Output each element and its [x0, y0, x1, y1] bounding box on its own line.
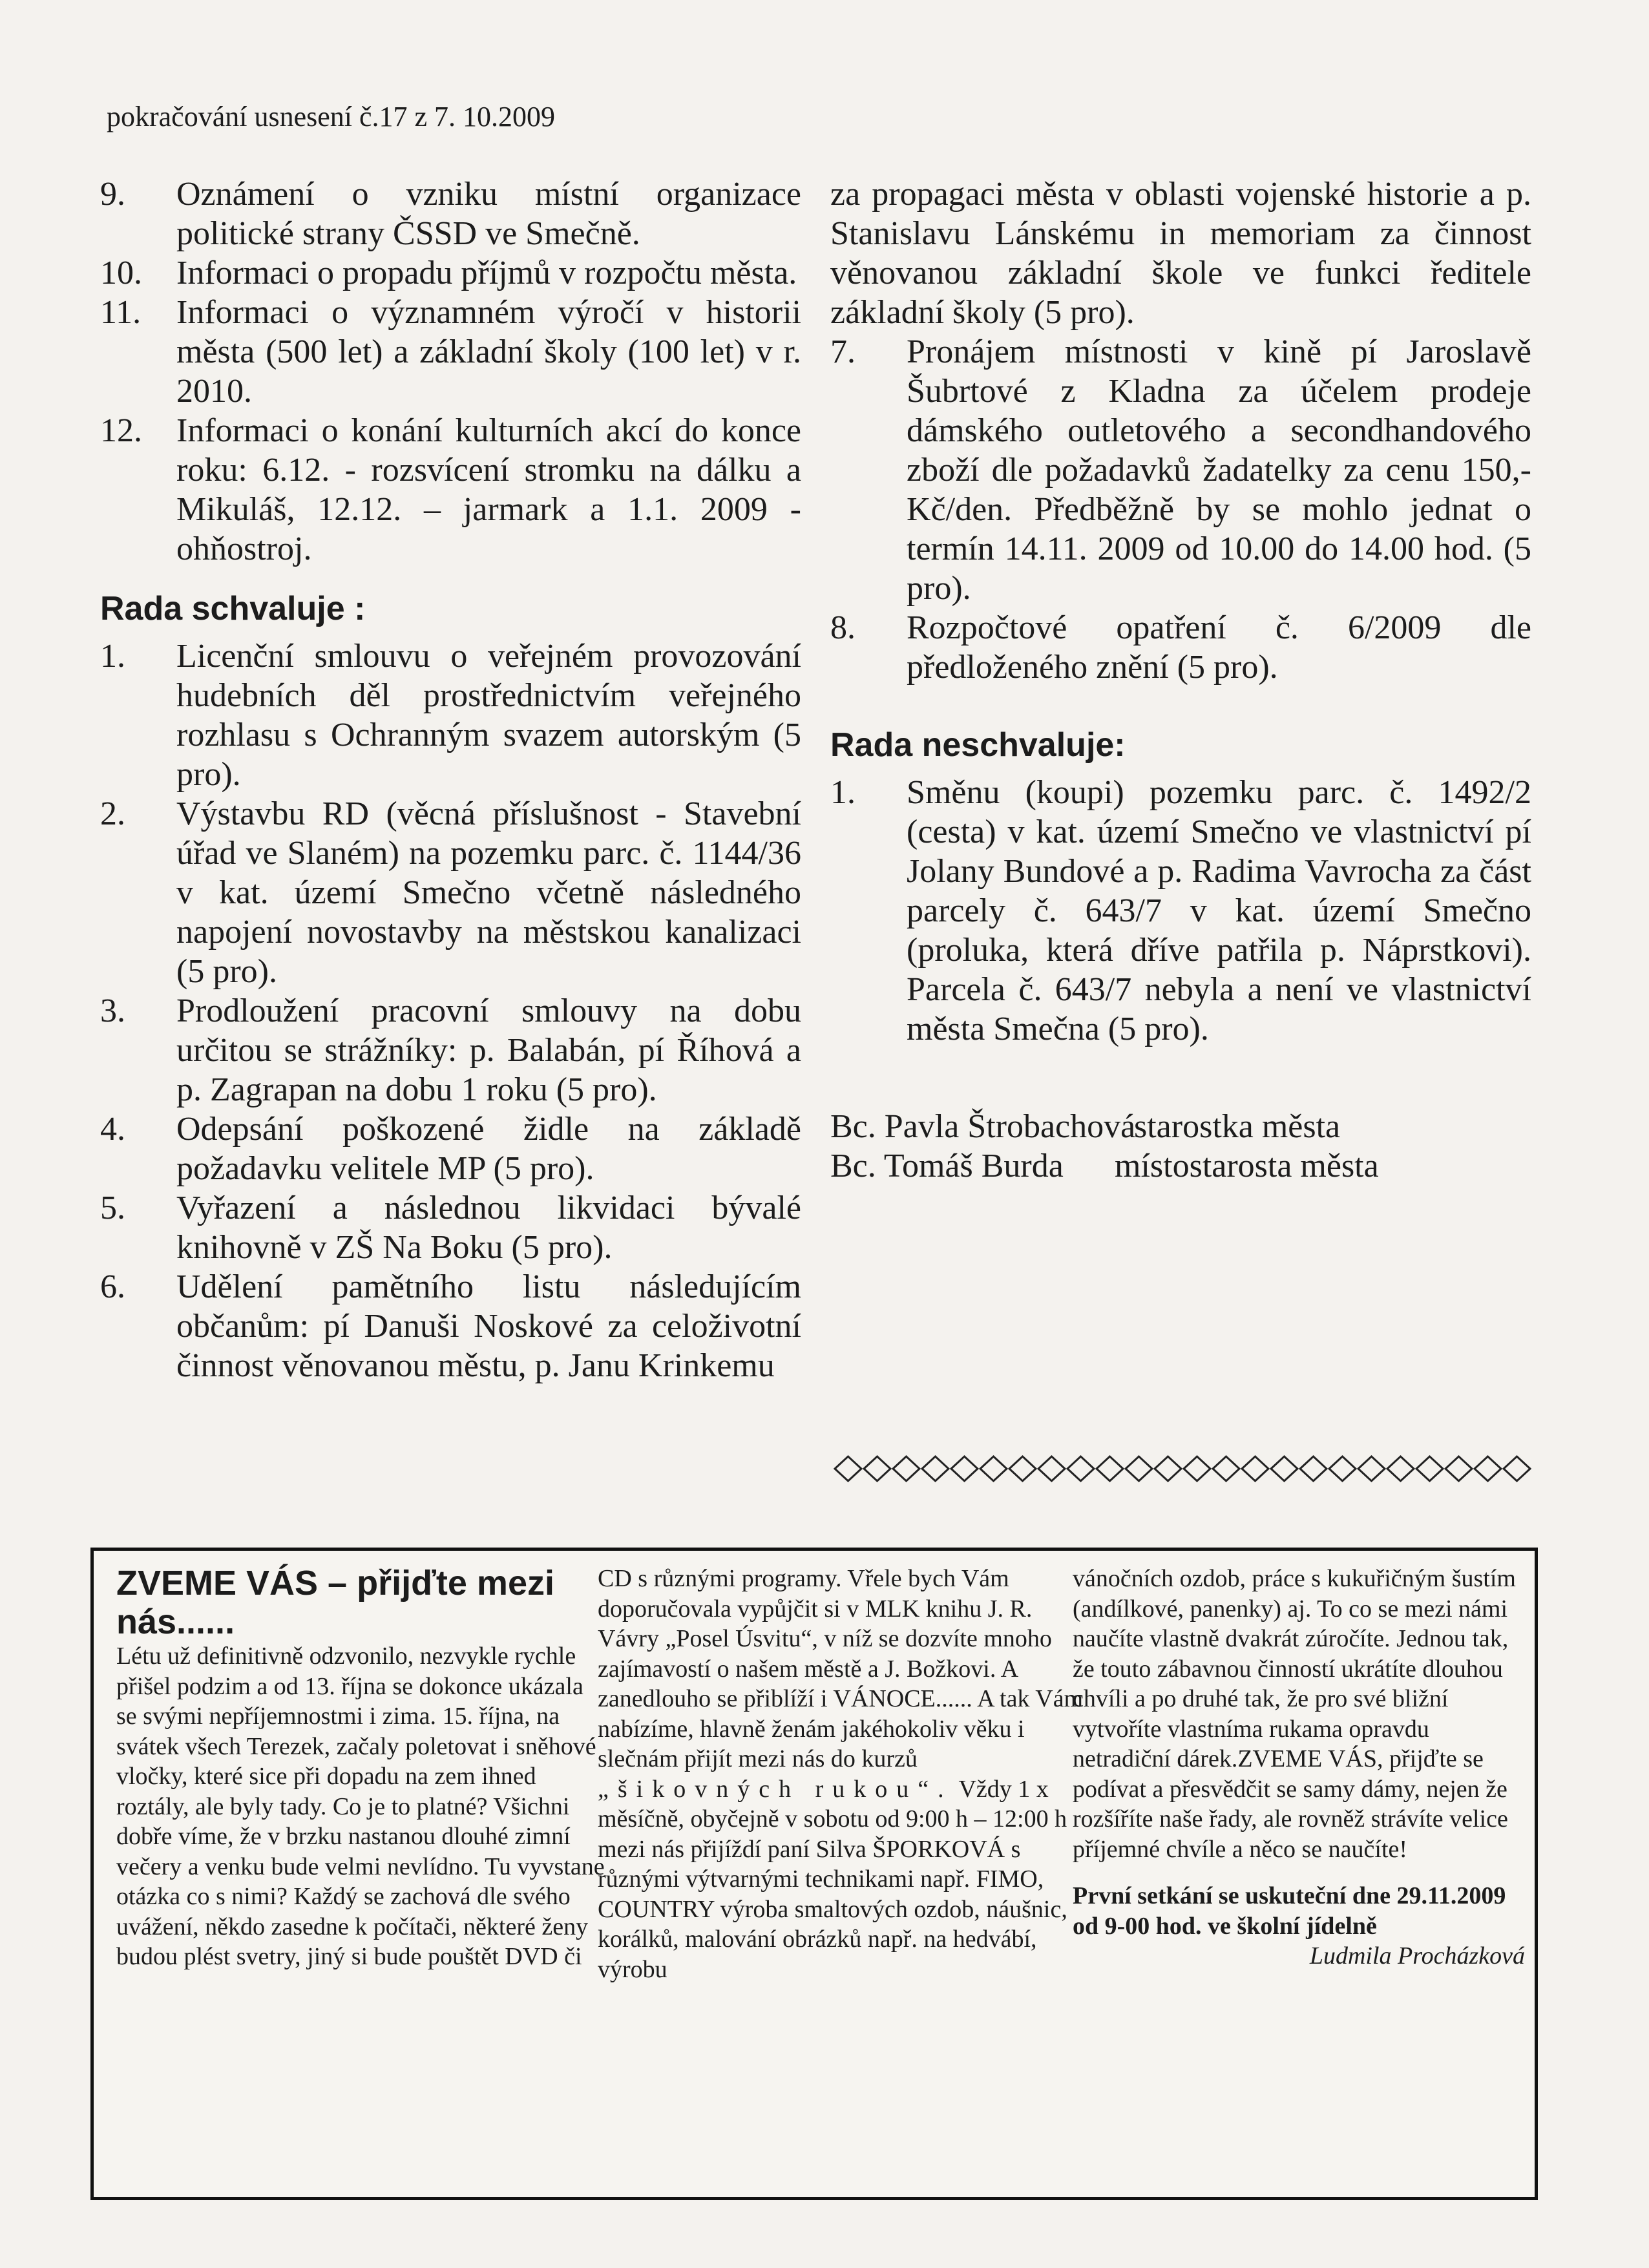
diamond-ornament	[864, 1456, 890, 1481]
right-column	[830, 174, 1531, 1186]
invitation-column-1	[116, 1564, 607, 1972]
diamond-ornament	[1155, 1456, 1181, 1481]
list-item	[100, 1188, 801, 1267]
continuation-text: za propagaci města v oblasti vojenské historie a p. Stanislavu Lánskému in memoriam za činnost věnovanou základní škole ve funkci ředitele základní školy (5 pro).	[830, 176, 1531, 331]
list-item	[100, 636, 801, 794]
author: Ludmila Procházková	[1309, 1942, 1525, 1969]
diamond-ornament	[835, 1456, 861, 1481]
item-number: 10.	[100, 255, 142, 291]
list-item	[100, 293, 801, 411]
item-text: Informaci o propadu příjmů v rozpočtu města.	[176, 255, 797, 291]
signature-role: starostka města	[1134, 1108, 1341, 1145]
list-item	[100, 794, 801, 991]
item-text: Prodloužení pracovní smlouvy na dobu určitou se strážníky: p. Balabán, pí Říhová a p. Zagrapan na dobu 1 roku (5 pro).	[176, 992, 801, 1108]
item-text: Odepsání poškozené židle na základě požadavku velitele MP (5 pro).	[176, 1111, 801, 1187]
diamond-ornament	[1242, 1456, 1268, 1481]
diamond-ornament	[1445, 1456, 1472, 1481]
list-item	[100, 1109, 801, 1188]
item-text: Vyřazení a následnou likvidaci bývalé knihovně v ZŠ Na Boku (5 pro).	[176, 1190, 801, 1266]
diamond-ornament	[1009, 1456, 1036, 1481]
item-text: Licenční smlouvu o veřejném provozování hudebních děl prostřednictvím veřejného rozhlasu s Ochranným svazem autorským (5 pro).	[176, 638, 801, 793]
item-text: Informaci o konání kulturních akcí do konce roku: 6.12. - rozsvícení stromku na dálku a Mikuláš, 12.12. – jarmark a 1.1. 2009 - ohňostroj.	[176, 412, 801, 567]
invitation-box	[90, 1548, 1538, 2200]
invitation-column-3	[1073, 1564, 1525, 1971]
diamond-ornament	[1097, 1456, 1123, 1481]
signature-line	[830, 1146, 1531, 1186]
item-number: 6.	[100, 1268, 125, 1305]
item-number: 7.	[830, 333, 856, 370]
diamond-ornament	[893, 1456, 919, 1481]
item-number: 9.	[100, 176, 125, 213]
item-text: Směnu (koupi) pozemku parc. č. 1492/2 (cesta) v kat. území Smečno ve vlastnictví pí Jolany Bundové a p. Radima Vavrocha za část parcely č. 643/7 v kat. území Smečno (proluka, která dříve patřila p. Náprstkovi). Parcela č. 643/7 nebyla a není ve vlastnictví města Smečna (5 pro).	[907, 774, 1531, 1047]
signature-name: Bc. Pavla Štrobachová	[830, 1108, 1136, 1145]
diamond-ornament	[1126, 1456, 1152, 1481]
invitation-text: Létu už definitivně odzvonilo, nezvykle rychle přišel podzim a od 13. října se dokonce ukázala se svými nepříjemnostmi i zima. 15. října, na svátek všech Terezek, začaly poletovat i sněhové vločky, které sice při dopadu na zem ihned roztály, ale byly tady. Co je to platné? Všichni dobře víme, že v brzku nastanou dlouhé zimní večery a venku bude velmi nevlídno. Tu vyvstane otázka co s nimi? Každý se zachová dle svého uvážení, někdo zasedne k počítači, některé ženy budou plést svetry, jiný si bude pouštět DVD či	[116, 1643, 605, 1970]
item-number: 4.	[100, 1111, 125, 1148]
section-heading-neschvaluje: Rada neschvaluje:	[830, 726, 1126, 764]
diamond-ornament	[1271, 1456, 1297, 1481]
diamond-ornament	[1387, 1456, 1414, 1481]
item-text: Udělení pamětního listu následujícím občanům: pí Danuši Noskové za celoživotní činnost věnovanou městu, p. Janu Krinkemu	[176, 1268, 801, 1384]
meeting-info: První setkání se uskuteční dne 29.11.2009 od 9-00 hod. ve školní jídelně	[1073, 1882, 1506, 1940]
diamond-ornament	[1184, 1456, 1210, 1481]
diamond-ornament	[951, 1456, 978, 1481]
signature-name: Bc. Tomáš Burda	[830, 1148, 1064, 1184]
list-item	[100, 253, 801, 293]
invitation-title: ZVEME VÁS – přijďte mezi nás......	[116, 1564, 554, 1641]
diamond-ornament	[1504, 1456, 1530, 1481]
list-item	[830, 773, 1531, 1049]
left-column	[100, 174, 801, 1385]
item-number: 1.	[100, 638, 125, 675]
diamond-ornament	[1358, 1456, 1385, 1481]
diamond-ornament	[1213, 1456, 1239, 1481]
invitation-text: CD s různými programy. Vřele bych Vám doporučovala vypůjčit si v MLK knihu J. R. Vávry „Posel Úsvitu“, v níž se dozvíte mnoho zajímavostí o našem městě a J. Božkovi. A zanedlouho se přiblíží i VÁNOCE...... A tak Vám nabízíme, hlavně ženám jakéhokoliv věku i slečnám přijít mezi nás do kurzů	[598, 1565, 1084, 1772]
diamond-ornament	[1067, 1456, 1094, 1481]
invitation-column-2	[598, 1564, 1089, 1984]
item-number: 5.	[100, 1190, 125, 1226]
list-item	[830, 608, 1531, 687]
item-number: 12.	[100, 412, 142, 449]
list-item	[100, 991, 801, 1109]
item-number: 2.	[100, 795, 125, 832]
item-number: 8.	[830, 609, 856, 646]
course-name: „šikovných rukou“.	[598, 1775, 953, 1803]
list-item	[100, 174, 801, 253]
invitation-text: vánočních ozdob, práce s kukuřičným šustím (andílkové, panenky) aj. To co se mezi námi naučíte vlastně dvakrát zúročíte. Jednou tak, že touto zábavnou činností ukrátíte dlouhou chvíli a po druhé tak, že pro své bližní vytvoříte vlastníma rukama opravdu netradiční dárek.ZVEME VÁS, přijďte se podívat a přesvědčit se samy dámy, nejen že rozšíříte naše řady, ale rovněž strávíte velice příjemné chvíle a něco se naučíte!	[1073, 1565, 1516, 1863]
diamond-ornament	[922, 1456, 949, 1481]
list-item	[100, 411, 801, 569]
item-number: 3.	[100, 992, 125, 1029]
signature-line	[830, 1107, 1531, 1146]
item-text: Výstavbu RD (věcná příslušnost - Stavební úřad ve Slaném) na pozemku parc. č. 1144/36 v kat. území Smečno včetně následného napojení novostavby na městskou kanalizaci (5 pro).	[176, 795, 801, 990]
item-text: Rozpočtové opatření č. 6/2009 dle předloženého znění (5 pro).	[907, 609, 1531, 686]
item-text: Informaci o významném výročí v historii města (500 let) a základní školy (100 let) v r. 2010.	[176, 294, 801, 410]
item-text: Oznámení o vzniku místní organizace politické strany ČSSD ve Smečně.	[176, 176, 801, 252]
page-header: pokračování usnesení č.17 z 7. 10.2009	[107, 101, 556, 132]
diamond-ornament	[1300, 1456, 1327, 1481]
diamond-divider	[834, 1454, 1531, 1484]
list-item	[830, 332, 1531, 608]
diamond-ornament	[1416, 1456, 1443, 1481]
item-number: 11.	[100, 294, 142, 331]
diamond-ornament	[980, 1456, 1007, 1481]
diamond-ornament	[1329, 1456, 1356, 1481]
item-number: 1.	[830, 774, 856, 811]
signatures	[830, 1107, 1531, 1186]
list-item	[100, 1267, 801, 1385]
signature-role: místostarosta města	[1115, 1148, 1379, 1184]
diamond-ornament	[1475, 1456, 1501, 1481]
invitation-text: Vždy 1 x měsíčně, obyčejně v sobotu od 9:00 h – 12:00 h mezi nás přijíždí paní Silva ŠPORKOVÁ s různými výtvarnými technikami např. FIMO, COUNTRY výroba smaltových ozdob, náušnic, korálků, malování obrázků např. na hedvábí, výrobu	[598, 1775, 1067, 1983]
section-heading-schvaluje: Rada schvaluje :	[100, 590, 366, 627]
diamond-ornament	[1038, 1456, 1065, 1481]
item-text: Pronájem místnosti v kině pí Jaroslavě Šubrtové z Kladna za účelem prodeje dámského outletového a secondhandového zboží dle požadavků žadatelky za cenu 150,- Kč/den. Předběžně by se mohlo jednat o termín 14.11. 2009 od 10.00 do 14.00 hod. (5 pro).	[907, 333, 1531, 607]
